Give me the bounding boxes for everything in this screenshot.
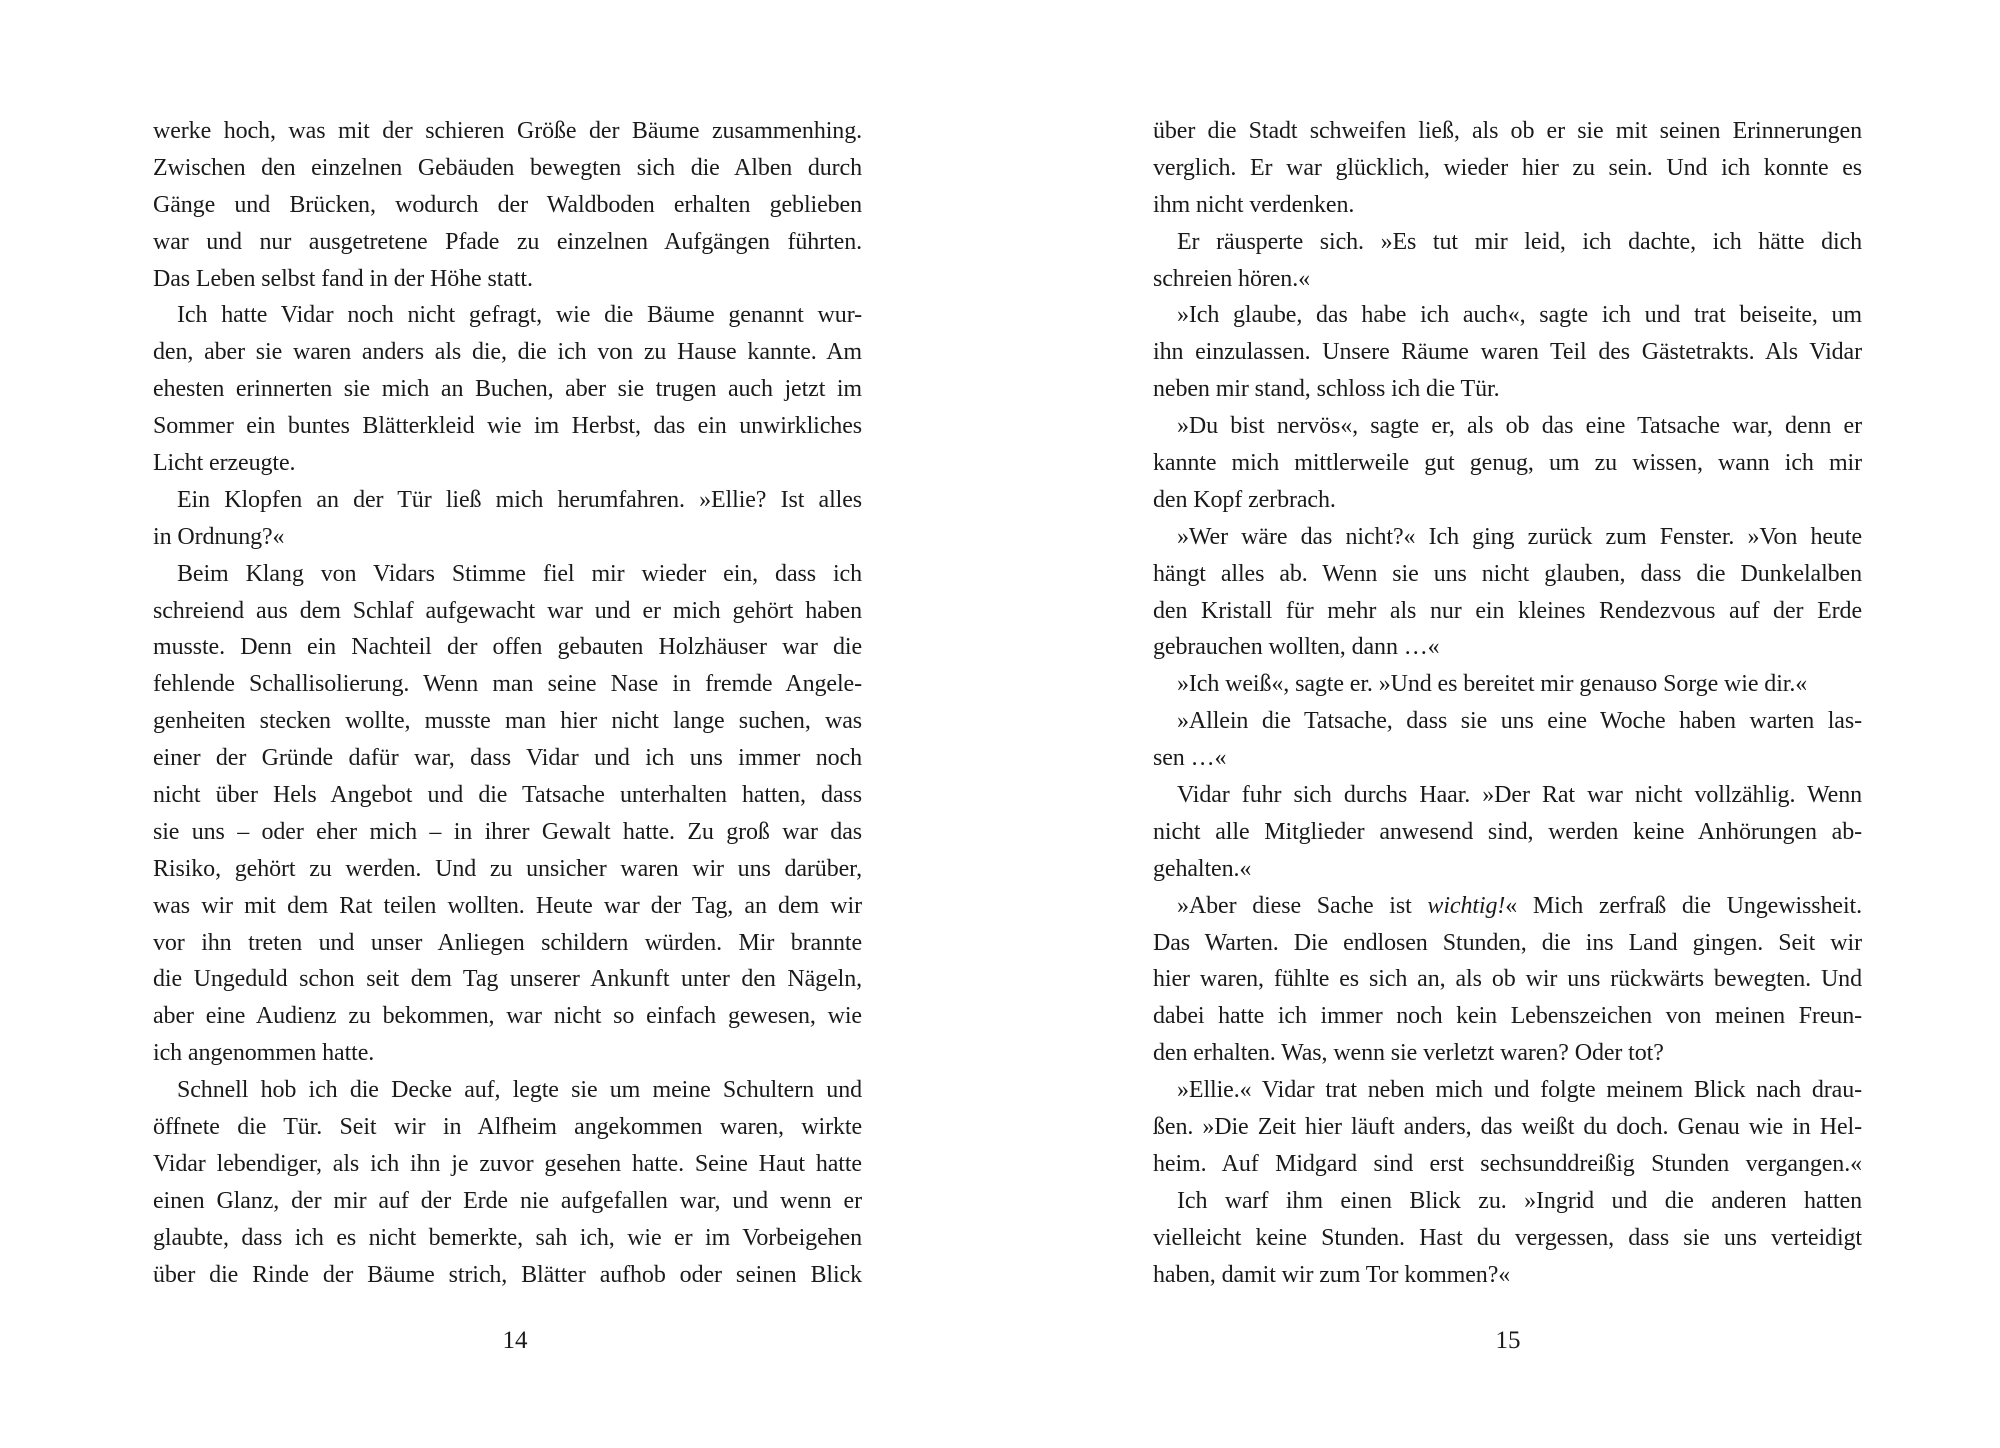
text-line: aber eine Audienz zu bekommen, war nicht so einfach gewesen, wie [153, 1003, 862, 1030]
left-page-text [153, 113, 862, 1294]
text-line: glaubte, dass ich es nicht bemerkte, sah ich, wie er im Vorbeigehen [153, 1224, 862, 1251]
text-segment: « Mich zerfraß die Ungewissheit. [1505, 892, 1862, 919]
text-line: schreien hören.« [1153, 265, 1311, 292]
text-line: kannte mich mittlerweile gut genug, um zu wissen, wann ich mir [1153, 450, 1862, 477]
text-line: sen …« [1153, 745, 1227, 772]
text-line: den Kopf zerbrach. [1153, 486, 1336, 513]
text-line: den Kristall für mehr als nur ein kleines Rendezvous auf der Erde [1153, 597, 1862, 624]
text-line: den, aber sie waren anders als die, die ich von zu Hause kannte. Am [153, 339, 862, 366]
text-line: Ich warf ihm einen Blick zu. »Ingrid und die anderen hatten [1177, 1187, 1862, 1214]
text-line: »Ich glaube, das habe ich auch«, sagte ich und trat beiseite, um [1177, 302, 1862, 329]
text-line: Beim Klang von Vidars Stimme fiel mir wieder ein, dass ich [177, 560, 862, 587]
text-line: ich angenommen hatte. [153, 1040, 375, 1067]
text-line: einen Glanz, der mir auf der Erde nie aufgefallen war, und wenn er [153, 1187, 862, 1214]
text-line: Zwischen den einzelnen Gebäuden bewegten sich die Alben durch [153, 154, 862, 181]
text-line: Vidar fuhr sich durchs Haar. »Der Rat war nicht vollzählig. Wenn [1177, 782, 1862, 809]
text-line: die Ungeduld schon seit dem Tag unserer Ankunft unter den Nägeln, [153, 966, 862, 993]
text-line: ihm nicht verdenken. [1153, 191, 1355, 218]
text-line: Vidar lebendiger, als ich ihn je zuvor gesehen hatte. Seine Haut hatte [153, 1150, 862, 1177]
text-line: vielleicht keine Stunden. Hast du vergessen, dass sie uns verteidigt [1153, 1224, 1862, 1251]
right-page-number: 15 [1495, 1327, 1521, 1354]
text-line: ßen. »Die Zeit hier läuft anders, das weißt du doch. Genau wie in Hel- [1153, 1114, 1862, 1141]
right-page-text [1153, 113, 1862, 1294]
text-line: in Ordnung?« [153, 523, 285, 550]
right-page [1000, 0, 2000, 1448]
text-line: nicht über Hels Angebot und die Tatsache unterhalten hatten, dass [153, 782, 862, 809]
text-line: was wir mit dem Rat teilen wollten. Heute war der Tag, an dem wir [153, 892, 862, 919]
text-line: verglich. Er war glücklich, wieder hier zu sein. Und ich konnte es [1153, 154, 1862, 181]
text-line: nicht alle Mitglieder anwesend sind, werden keine Anhörungen ab- [1153, 818, 1862, 845]
text-segment: »Aber diese Sache ist [1177, 892, 1428, 919]
text-line: »Du bist nervös«, sagte er, als ob das eine Tatsache war, denn er [1177, 413, 1862, 440]
text-line: »Ellie.« Vidar trat neben mich und folgte meinem Blick nach drau- [1177, 1077, 1862, 1104]
text-line: dabei hatte ich immer noch kein Lebenszeichen von meinen Freun- [1153, 1003, 1862, 1030]
text-line: Gänge und Brücken, wodurch der Waldboden erhalten geblieben [153, 191, 862, 218]
text-line: hier waren, fühlte es sich an, als ob wir uns rückwärts bewegten. Und [1153, 966, 1862, 993]
text-line: sie uns – oder eher mich – in ihrer Gewalt hatte. Zu groß war das [153, 818, 862, 845]
text-line: Sommer ein buntes Blätterkleid wie im Herbst, das ein unwirkliches [153, 413, 862, 440]
text-line: den erhalten. Was, wenn sie verletzt waren? Oder tot? [1153, 1040, 1664, 1067]
text-line: ihn einzulassen. Unsere Räume waren Teil des Gästetrakts. Als Vidar [1153, 339, 1862, 366]
text-line: Schnell hob ich die Decke auf, legte sie um meine Schultern und [177, 1077, 862, 1104]
text-line: »Allein die Tatsache, dass sie uns eine Woche haben warten las- [1177, 708, 1862, 735]
text-line: schreiend aus dem Schlaf aufgewacht war und er mich gehört haben [153, 597, 862, 624]
text-line: gehalten.« [1153, 855, 1252, 882]
text-line: hängt alles ab. Wenn sie uns nicht glauben, dass die Dunkelalben [1153, 560, 1862, 587]
text-line: ehesten erinnerten sie mich an Buchen, aber sie trugen auch jetzt im [153, 376, 862, 403]
text-line: gebrauchen wollten, dann …« [1153, 634, 1440, 661]
left-page-number: 14 [502, 1327, 528, 1354]
text-line: werke hoch, was mit der schieren Größe der Bäume zusammenhing. [153, 118, 862, 144]
text-line: musste. Denn ein Nachteil der offen gebauten Holzhäuser war die [153, 634, 862, 661]
text-line: Das Warten. Die endlosen Stunden, die ins Land gingen. Seit wir [1153, 929, 1862, 956]
emphasized-text: wichtig! [1427, 892, 1506, 919]
text-line: Er räusperte sich. »Es tut mir leid, ich dachte, ich hätte dich [1177, 228, 1862, 255]
text-line: öffnete die Tür. Seit wir in Alfheim angekommen waren, wirkte [153, 1114, 862, 1141]
text-line: über die Stadt schweifen ließ, als ob er sie mit seinen Erinnerungen [1153, 118, 1862, 144]
text-line: war und nur ausgetretene Pfade zu einzelnen Aufgängen führten. [153, 228, 862, 255]
text-line: einer der Gründe dafür war, dass Vidar und ich uns immer noch [153, 745, 862, 772]
text-line: Das Leben selbst fand in der Höhe statt. [153, 265, 533, 292]
text-line: Ich hatte Vidar noch nicht gefragt, wie die Bäume genannt wur- [177, 302, 862, 329]
text-line: neben mir stand, schloss ich die Tür. [1153, 376, 1500, 403]
text-line: genheiten stecken wollte, musste man hier nicht lange suchen, was [153, 708, 862, 735]
text-line: Risiko, gehört zu werden. Und zu unsicher waren wir uns darüber, [153, 855, 862, 882]
text-line: haben, damit wir zum Tor kommen?« [1153, 1261, 1511, 1288]
text-line: Licht erzeugte. [153, 450, 296, 477]
text-line: »Wer wäre das nicht?« Ich ging zurück zum Fenster. »Von heute [1177, 523, 1862, 550]
text-line: »Ich weiß«, sagte er. »Und es bereitet mir genauso Sorge wie dir.« [1177, 671, 1808, 698]
text-line [1153, 888, 1862, 925]
text-line: vor ihn treten und unser Anliegen schildern würden. Mir brannte [153, 929, 862, 956]
text-line: Ein Klopfen an der Tür ließ mich herumfahren. »Ellie? Ist alles [177, 486, 862, 513]
text-line: über die Rinde der Bäume strich, Blätter aufhob oder seinen Blick [153, 1261, 862, 1288]
text-line: heim. Auf Midgard sind erst sechsunddreißig Stunden vergangen.« [1153, 1150, 1862, 1177]
text-line: fehlende Schallisolierung. Wenn man seine Nase in fremde Angele- [153, 671, 862, 698]
